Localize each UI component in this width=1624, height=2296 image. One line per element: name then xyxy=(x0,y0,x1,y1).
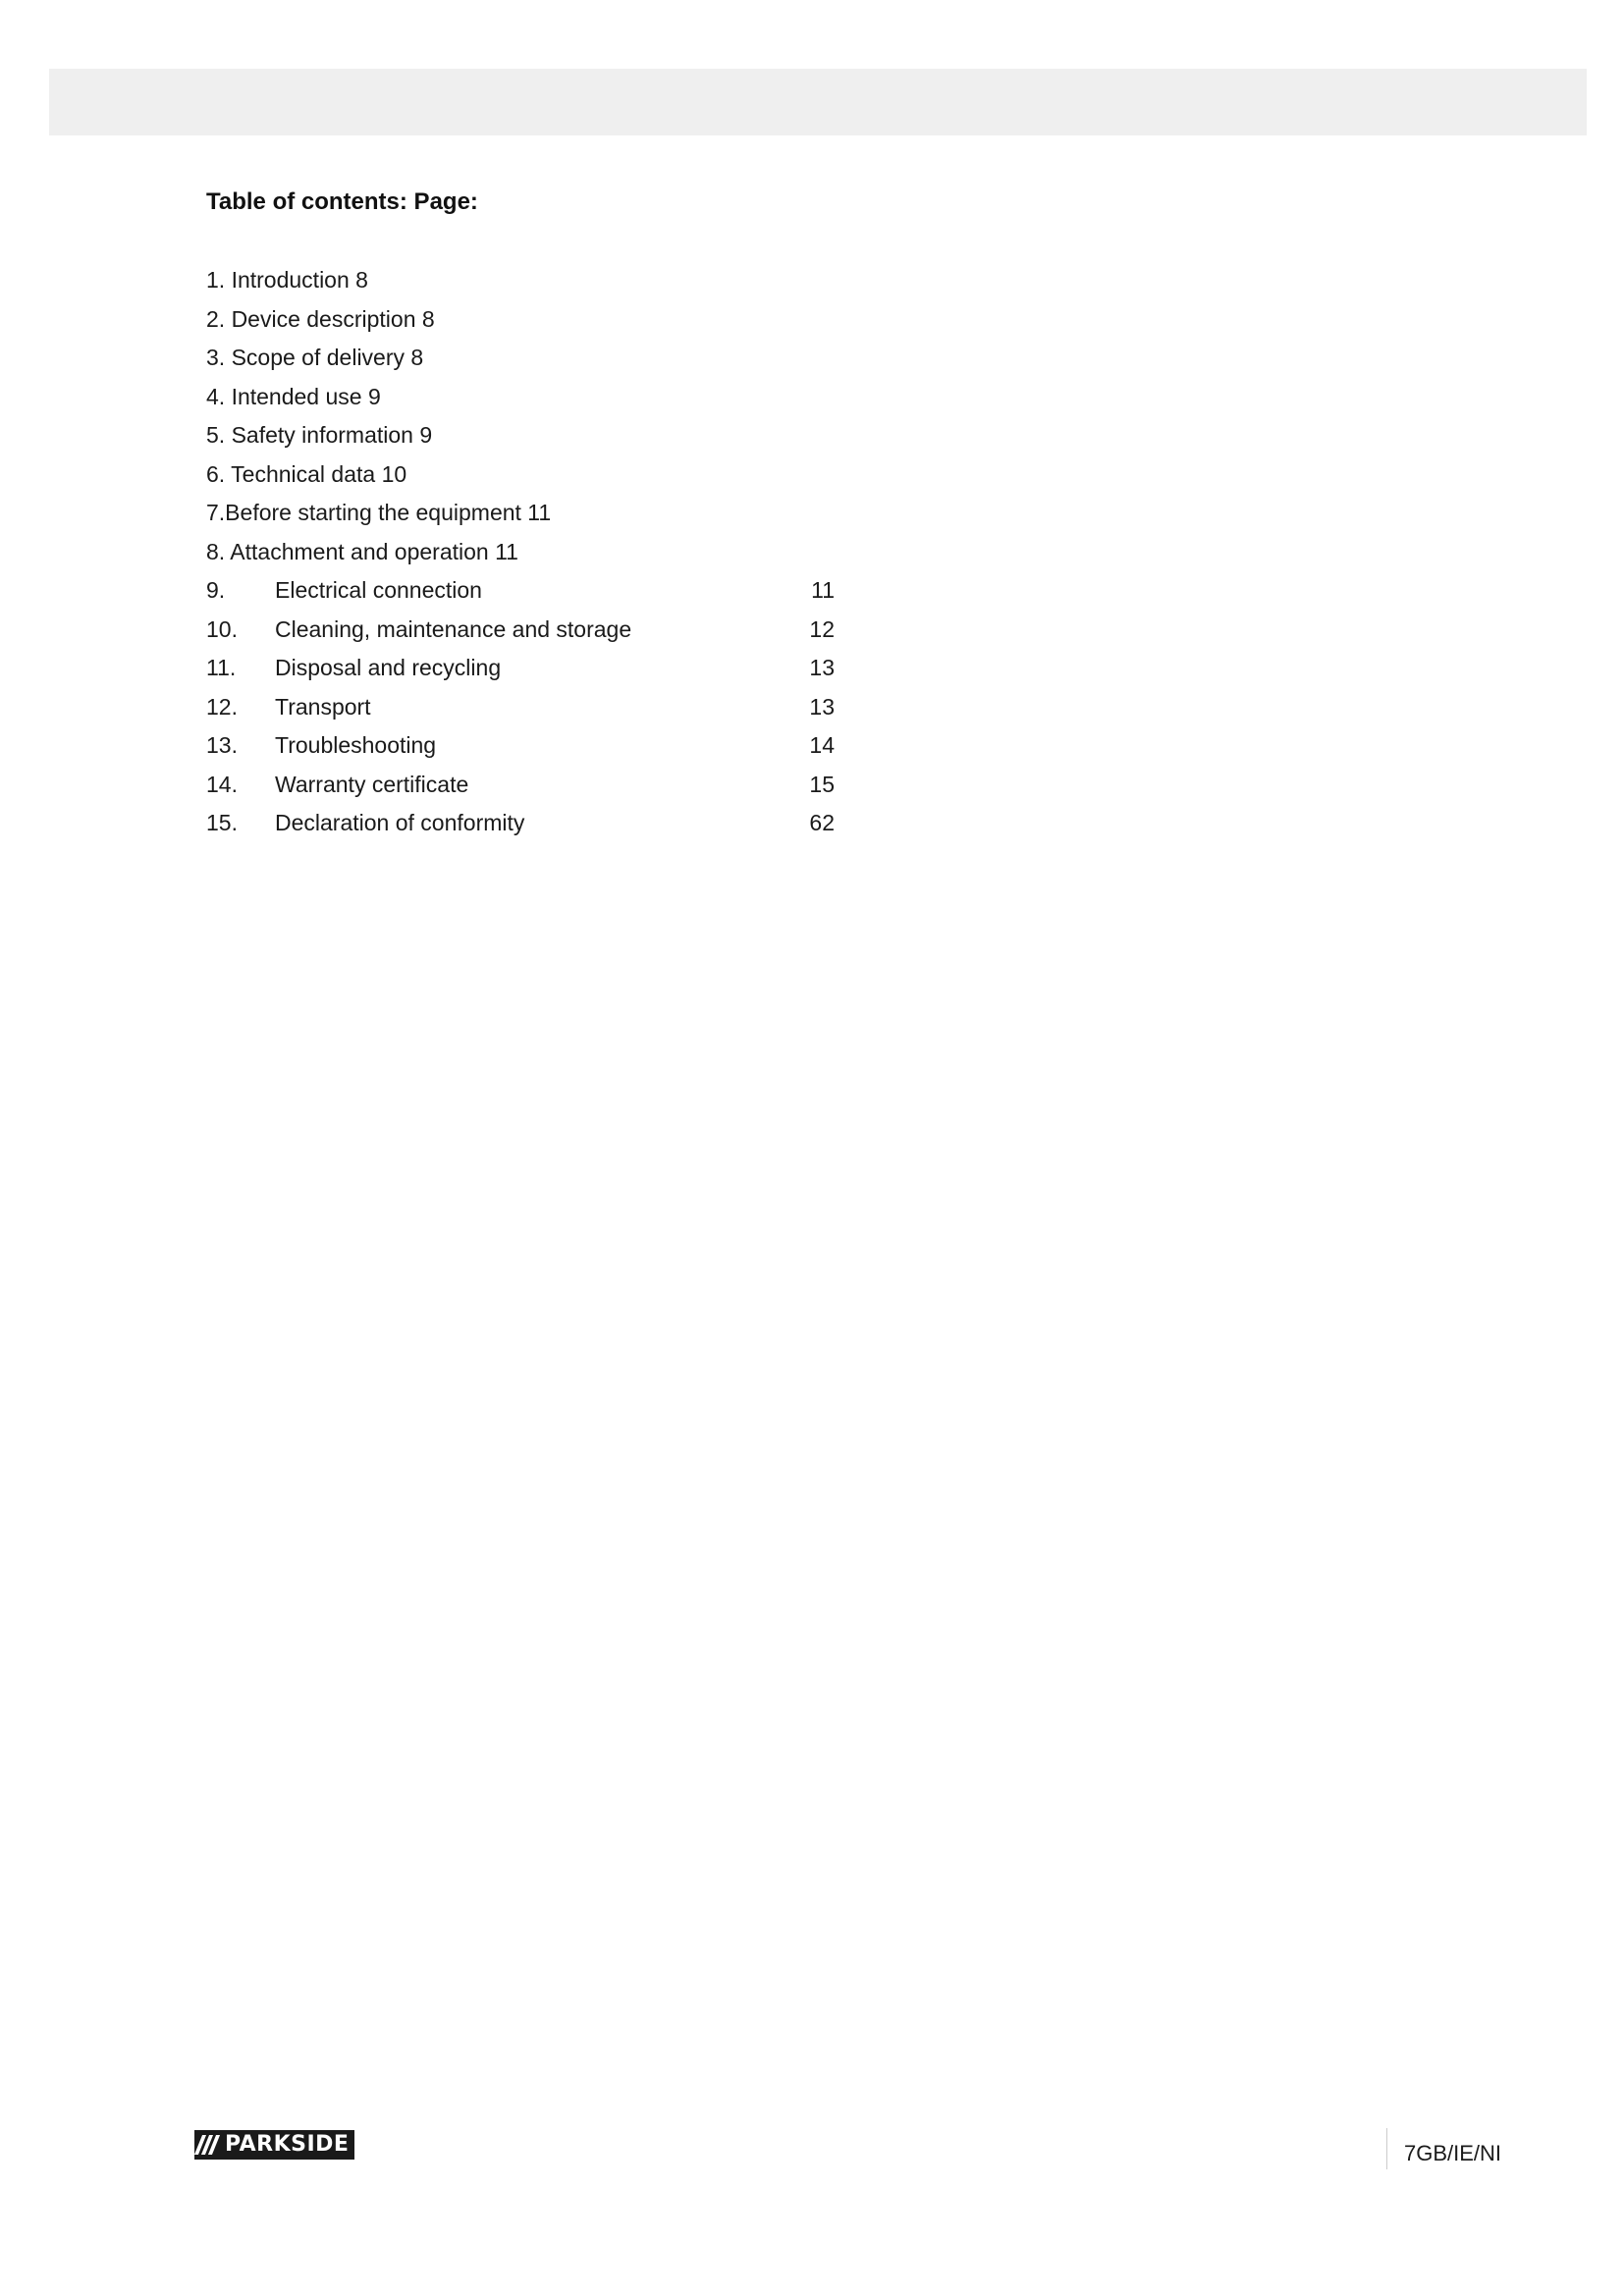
toc-item-label: Warranty certificate xyxy=(275,771,469,797)
toc-item-number: 15. xyxy=(206,810,238,835)
toc-item xyxy=(206,611,893,650)
toc-item: 1. Introduction 8 xyxy=(206,267,368,293)
toc-item: 8. Attachment and operation 11 xyxy=(206,538,518,564)
toc-item: 2. Device description 8 xyxy=(206,305,435,332)
toc-item: 6. Technical data 10 xyxy=(206,460,407,487)
toc-item-number: 10. xyxy=(206,615,238,642)
toc-item xyxy=(206,688,893,727)
toc-item-number: 14. xyxy=(206,771,238,797)
toc-item xyxy=(206,571,893,611)
header-band xyxy=(49,69,1587,135)
toc-item-label: Transport xyxy=(275,693,371,720)
toc-item: 3. Scope of delivery 8 xyxy=(206,345,424,370)
toc-item-page: 11 xyxy=(811,577,835,603)
toc-item-label: Disposal and recycling xyxy=(275,655,502,680)
toc-item xyxy=(206,649,893,688)
logo-slashes-icon xyxy=(198,2130,219,2160)
toc-item-page: 14 xyxy=(809,732,835,758)
toc-item-number: 12. xyxy=(206,693,238,720)
toc-item-label: Declaration of conformity xyxy=(275,810,525,835)
footer-divider xyxy=(1386,2128,1387,2169)
toc-item: 7.Before starting the equipment 11 xyxy=(206,500,552,525)
toc-item-page: 12 xyxy=(809,615,835,642)
toc-item-page: 13 xyxy=(809,655,835,680)
logo-brand-text: PARKSIDE xyxy=(225,2132,350,2157)
toc-item xyxy=(206,804,893,843)
toc-item: 4. Intended use 9 xyxy=(206,383,381,409)
toc-item xyxy=(206,766,893,805)
toc-item-page: 62 xyxy=(809,810,835,835)
toc-item-number: 11. xyxy=(206,655,237,680)
toc-item: 5. Safety information 9 xyxy=(206,422,433,448)
page-reference: 7GB/IE/NI xyxy=(1404,2141,1502,2165)
toc-item xyxy=(206,726,893,766)
toc-item-label: Troubleshooting xyxy=(275,732,437,758)
toc-item-page: 13 xyxy=(809,693,835,720)
table-of-contents xyxy=(206,183,893,843)
toc-item-number: 13. xyxy=(206,732,238,758)
toc-item-page: 15 xyxy=(809,771,835,797)
toc-item-number: 9. xyxy=(206,577,226,603)
toc-item-label: Electrical connection xyxy=(275,577,482,603)
toc-item-label: Cleaning, maintenance and storage xyxy=(275,615,632,642)
toc-title: Table of contents: Page: xyxy=(206,188,478,215)
parkside-logo xyxy=(194,2130,354,2160)
